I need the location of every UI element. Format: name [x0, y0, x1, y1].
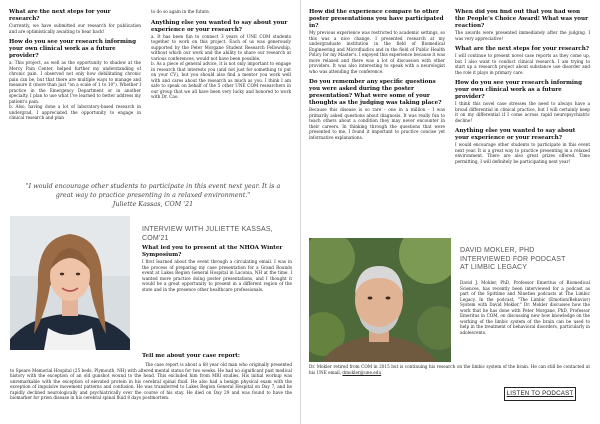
answer-award: The awards were presented immediately after the judging. I was very appreciative!: [455, 30, 590, 41]
answer-next-steps: Currently, we have submitted our research for publication and are optimistically awaiting to hear back!: [9, 23, 141, 34]
question-specific: Do you remember any specific questions you were asked during the poster presentation? What were some of your thoughts as the judging was taking place?: [309, 79, 442, 106]
mokler-title-line3: AT LIMBIC LEGACY: [460, 264, 528, 271]
interview-title: INTERVIEW WITH JULIETTE KASSAS, COM'21: [142, 226, 273, 242]
answer-nhoa: I first learned about the event through a circulating email. I was in the process of preparing my case presentation for a Grand Rounds event at Lakes Region General Hospital in Laconia, NH at the time. I wanted more practice doing poster presentations, and I thought it would be a great opportunity to present in a different region of the state and in the presence other healthcare professionals.: [142, 259, 292, 292]
listen-to-podcast-label: LISTEN TO PODCAST: [506, 390, 574, 397]
mokler-title-line1: DAVID MOKLER, PHD: [460, 247, 535, 254]
answer-anything-else-b: b. As a piece of general advice, it is not only important to engage in research that interests you (and not just for something to put on your CV), but you should also find a mentor you work well with and cares about the research as much as you. I think I am safe to speak on behalf of the 5 other UNE COM researchers in our group that we all have been very lucky and honored to work with Dr. Cao.: [151, 61, 291, 99]
mokler-email-link[interactable]: dmokler@une.edu: [342, 369, 382, 375]
left-page-column-2: [151, 9, 291, 179]
mokler-title: [460, 247, 590, 273]
mokler-caption: [309, 364, 590, 382]
right-page-column-2: [455, 9, 590, 234]
answer-specific: Because this disease is so rare - one in a million - I was primarily asked questions about diagnosis. It was really fun to teach others about a condition they may never encounter in their careers. In thinking through the questions that were presented to me, I found it important to practice concise yet informative explanations.: [309, 107, 445, 140]
page-fold-divider: [300, 0, 301, 424]
answer-anything-else-a: a. It has been fun to connect 3 years of UNE COM students together to work on this project. Each of us was generously supported by the Peter Morgane Student Research Fellowship, without which our work and the ability to share our research at various conferences, would not have been possible.: [151, 33, 291, 61]
pull-quote-attribution: Juliette Kassas, COM '21: [112, 200, 194, 208]
mokler-title-line2: INTERVIEWED FOR PODCAST: [460, 255, 566, 263]
question-anything-else: Anything else you wanted to say about your experience or your research?: [151, 19, 288, 33]
right-page-column-1: [309, 9, 445, 219]
question-case-report: Tell me about your case report:: [142, 353, 240, 359]
mokler-article-text: David J. Mokler, PhD, Professor Emeritus of Biomedical Sciences, has recently been interviewed for a podcast as part of the Spittime and Nineties podcasts at The Limbic Legacy. In the podcast, "The Limbic (Emotion/Behavior) System with David Mokler," Dr. Mokler discusses how the work that he has done with Peter Morgane, PhD, Professor Emeritus in COM, on discussing new how knowledge on the working of the limbic system of the brain can be used to help in the treatment of behavioral disorders, particularly in adolescents.: [460, 280, 590, 335]
pull-quote: [20, 182, 286, 209]
answer-compare: My previous experience was restricted to academic settings, so this was a nice change. I presented research at my undergraduate institution in the field of Biomedical Engineering and Microfluidics and in the field of Public Health Policy for my Master's. I enjoyed this experience because it was more relaxed and there was a lot of discussion with other providers. It was also interesting to speak with a neurologist who was attending the conference.: [309, 30, 445, 74]
pull-quote-text: "I would encourage other students to participate in this event next year. It is a great way to practice presenting in a relaxed environment.": [25, 182, 281, 199]
question-nhoa: What led you to present at the NHOA Winter Symposium?: [142, 245, 283, 258]
mokler-caption-text: Dr. Mokler retired from COM in 2015 but is continuing his research on the limbic system of the brain. He can still be contacted at his UNE email,: [309, 364, 590, 375]
answer-case-report: The case report is about a 68 year old man who originally presented to Speare Memorial Hospital (25 beds, Plymouth, NH) with altered mental status for two weeks. He had no significant past medical history with the exception of an old gunshot wound to the head. This excluded him from MRI studies. His initial workup was unremarkable with the exception of elevated protein in his cerebral spinal fluid. He also had a benign physical exam with the exception of impulsive movement patterns and confusion. He was transferred to Lakes Region General Hospital on Day 7, and he rapidly declined neurologically and psychiatrically over the course of his stay. He died on Day 29 and was found to have the biomarker for prion disease in his cerebral spinal fluid 8 days postmortem.: [10, 362, 292, 400]
portrait-illustration: [10, 216, 130, 350]
interview-body: [142, 245, 292, 350]
question-clinical-work: How do you see your research informing your own clinical work as a future provider?: [9, 39, 137, 59]
question-future-provider: How do you see your research informing your own clinical work as a future provider?: [455, 80, 583, 100]
juliette-kassas-photo: [10, 216, 130, 350]
answer-clinical-work-a: a. This project, as well as the opportunity to shadow at the Mercy Pain Center, helped further my understanding of chronic pain. I observed not only how debilitating chronic pain can be, but that there are multiple ways to manage and measure it (more than just "on a scale of 1 to 10"). Whether I practice in the Emergency Department or in another specialty, I plan to use what I've learned to better address my patient's pain.: [9, 60, 141, 104]
answer-else: I would encourage other students to participate in this event next year. It is a great way to practice presenting in a relaxed environment. There are also great prizes offered. Time permitting, I will definitely be participating next year!: [455, 142, 590, 164]
david-mokler-photo: [309, 238, 451, 362]
left-page-column-1: [9, 9, 141, 179]
question-research-next: What are the next steps for your research?: [455, 46, 590, 52]
answer-clinical-work-continued: to do so again in the future.: [151, 9, 211, 14]
listen-to-podcast-button[interactable]: [504, 387, 576, 401]
mokler-body: [460, 280, 590, 362]
answer-future-provider: I think this novel case stresses the need to always have a broad differential in clinical practice, but I will certainly keep it on my differential if I come across rapid neuropsychiatric decline!: [455, 101, 590, 123]
question-award: When did you find out that you had won the People's Choice Award! What was your reaction?: [455, 9, 589, 29]
question-else: Anything else you wanted to say about your experience or your research?: [455, 128, 576, 141]
portrait-illustration-mokler: [309, 238, 451, 362]
answer-research-next: I will continue to present novel case reports as they come up, but I also want to conduct clinical research. I am trying to start up a research project about substance use disorder and the role it plays in primary care.: [455, 53, 590, 75]
answer-clinical-work-b: b. Also, having done a lot of laboratory-based research in undergrad, I appreciated the opportunity to engage in clinical research and plan: [9, 104, 141, 120]
question-compare: How did the experience compare to other poster presentations you have participated in?: [309, 9, 444, 29]
case-report-body: [10, 362, 292, 418]
question-next-steps: What are the next steps for your research?: [9, 9, 111, 22]
